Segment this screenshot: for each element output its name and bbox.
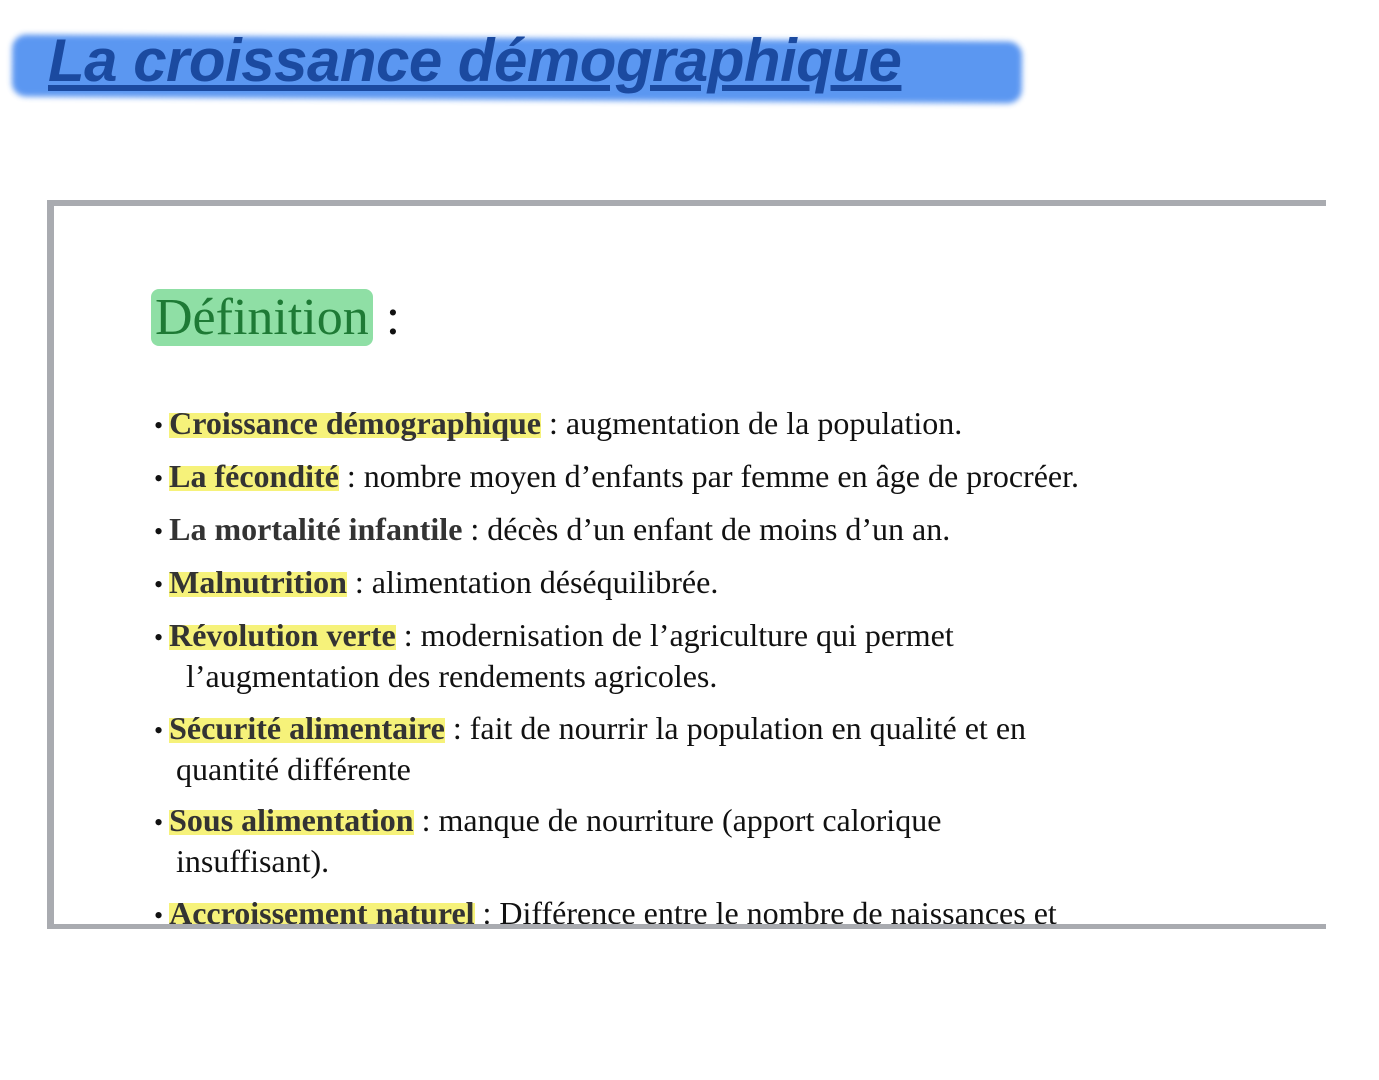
bullet: • <box>154 570 164 599</box>
definition-heading <box>151 288 400 347</box>
list-item <box>154 894 1057 929</box>
definition-continued: l’augmentation des rendements agricoles. <box>186 658 718 694</box>
definition: : Différence entre le nombre de naissances et <box>474 895 1057 929</box>
list-item <box>154 404 962 445</box>
term: Accroissement naturel <box>169 895 475 929</box>
bullet: • <box>154 901 164 929</box>
term: La mortalité infantile <box>169 511 463 547</box>
list-item <box>154 510 950 551</box>
definition-label: Définition <box>151 289 373 346</box>
bullet: • <box>154 716 164 745</box>
definition: : augmentation de la population. <box>540 405 963 441</box>
list-item <box>154 801 941 881</box>
bullet: • <box>154 464 164 493</box>
term: Croissance démographique <box>169 405 541 441</box>
term: Révolution verte <box>169 617 396 653</box>
bullet: • <box>154 517 164 546</box>
term: Sous alimentation <box>169 802 414 838</box>
list-item <box>154 616 954 696</box>
title-banner <box>12 27 1027 104</box>
term: Sécurité alimentaire <box>169 710 445 746</box>
colon: : <box>385 289 401 346</box>
definition-continued: insuffisant). <box>176 843 330 879</box>
list-item <box>154 457 1079 498</box>
definition: : modernisation de l’agriculture qui permet <box>395 617 954 653</box>
bullet: • <box>154 623 164 652</box>
list-item <box>154 563 718 604</box>
bullet: • <box>154 808 164 837</box>
bullet: • <box>154 411 164 440</box>
page-title: La croissance démographique <box>48 27 902 94</box>
term: Malnutrition <box>169 564 347 600</box>
definition-continued: quantité différente <box>176 751 411 787</box>
definition: : alimentation déséquilibrée. <box>346 564 719 600</box>
definition: : manque de nourriture (apport calorique <box>413 802 942 838</box>
definition: : nombre moyen d’enfants par femme en âge de procréer. <box>338 458 1079 494</box>
slide-frame <box>47 200 1326 929</box>
list-item <box>154 709 1026 789</box>
definition: : décès d’un enfant de moins d’un an. <box>462 511 951 547</box>
definition: : fait de nourrir la population en qualité et en <box>444 710 1027 746</box>
term: La fécondité <box>169 458 339 494</box>
